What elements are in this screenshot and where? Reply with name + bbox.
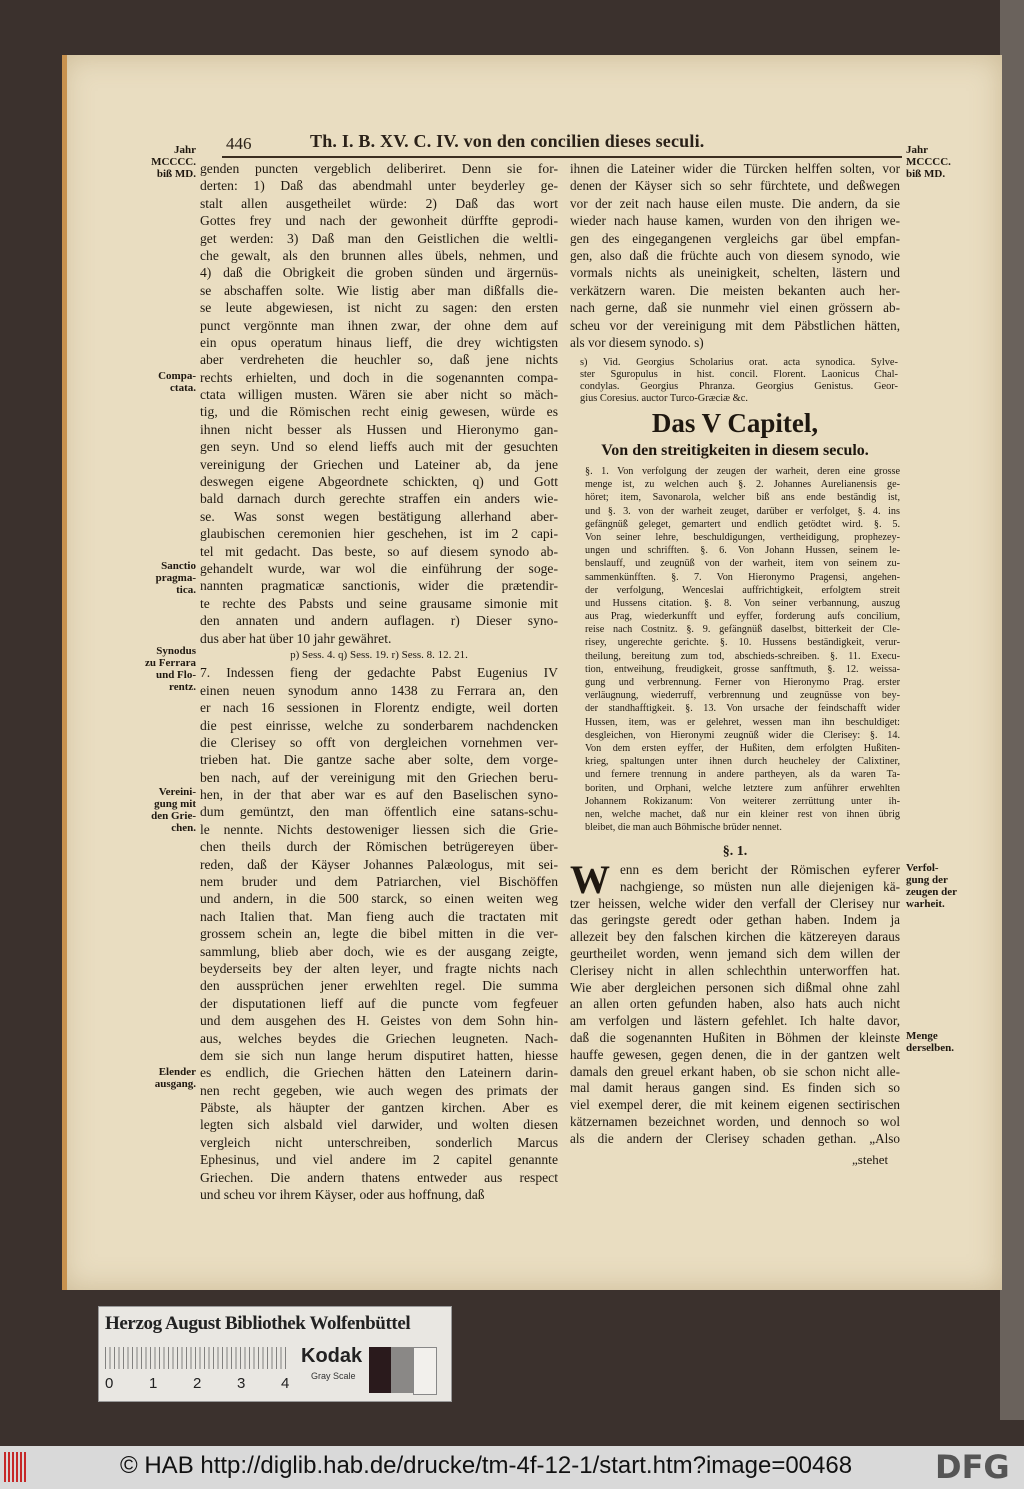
swatch-white: [413, 1347, 437, 1395]
text-line: ein opus operatum hinaus lieff, die drey wichtigsten: [200, 334, 558, 350]
section-mark: §. 1.: [722, 844, 748, 859]
text-line: boriten, und Orphani, welche letztere zum anführer erwehlten: [585, 782, 900, 794]
page-edge: [62, 55, 67, 1290]
text-line: und andern, in die 500 starck, so einen weiten weg: [200, 891, 558, 907]
copyright-link[interactable]: © HAB http://diglib.hab.de/drucke/tm-4f-12-1/start.htm?image=00468: [120, 1452, 853, 1479]
text-line: die pest einrisse, welche zu sonderbarem nachdencken: [200, 717, 558, 733]
text-line: Von seiner lehre, beschuldigungen, vertheidigung, prophezey-: [585, 531, 900, 543]
margin-note-line: Verfol-: [906, 862, 939, 874]
margin-note-line: Sanctio: [161, 560, 196, 572]
margin-note-line: gung mit: [154, 798, 196, 810]
text-line: nachgienge, so müsten nun alle diejenigen kä-: [620, 878, 900, 894]
dfg-logo: DFG: [935, 1448, 1010, 1486]
drop-cap: W: [570, 857, 610, 902]
text-line: hen, in der that aber war es auf den Baselischen syno-: [200, 787, 558, 803]
text-line: theilung, bereitung zum tod, abschieds-schreiben. §. 11. Execu-: [585, 650, 900, 662]
chapter-subtitle: Von den streitigkeiten in diesem seculo.: [601, 442, 869, 459]
margin-note-line: Vereini-: [158, 786, 196, 798]
footer-bar: [0, 1446, 1024, 1489]
text-line: und Hussens citation. §. 8. Von seiner verbannung, auszug: [585, 597, 900, 609]
text-line: Johannem Rokizanum: Von weiterer zerrüttung unter ih-: [585, 795, 900, 807]
text-line: höret; item, Savonarola, welcher biß ans ende beständig ist,: [585, 492, 900, 504]
text-line: legten sich alsbald viel darwider, und wolten diesen: [200, 1117, 558, 1133]
text-line: der verfolgung, Wenceslai auffrichtigkeit, erfolgtem streit: [585, 584, 900, 596]
margin-note-line: chen.: [171, 822, 196, 834]
text-line: gen seyn. Und so elend lieffs auch mit der gesuchten: [200, 439, 558, 455]
text-line: der standhafftigkeit. §. 13. Von ursache der feindschafft wider: [585, 703, 900, 715]
text-line: te rechte des Pabsts und seine grausame simonie mit: [200, 595, 558, 611]
ruler-number: 0: [105, 1375, 114, 1392]
margin-note-line: ausgang.: [154, 1078, 196, 1090]
text-line: Gottes frey und nach der gewonheit dürffte geprodi-: [200, 213, 558, 229]
text-line: sammlung, blieb aber doch, wie es der ausgang zeigte,: [200, 943, 558, 959]
text-line: verläugnung, wiederruff, verbrennung und zeugnüsse von bey-: [585, 690, 900, 702]
text-line: kätzernamen bezeichnet worden, und dennoch so wol: [570, 1113, 900, 1129]
text-line: genden puncten vergeblich deliberiret. Denn sie for-: [200, 161, 558, 176]
page-number: 446: [226, 134, 252, 153]
text-line: und scheu vor ihrem Käyser, oder aus hoffnung, daß: [200, 1187, 485, 1203]
text-line: die Clerisey so offt von dergleichen vornehmen ver-: [200, 734, 558, 750]
ruler-number: 1: [149, 1375, 158, 1392]
text-line: gen des eingegangenen vergleichs gar übel empfan-: [570, 230, 900, 246]
text-line: einen neuen synodum anno 1438 zu Ferrara an, den: [200, 682, 558, 698]
margin-note-line: MCCCC.: [151, 156, 196, 168]
ruler-ticks: [105, 1347, 287, 1369]
margin-note-line: derselben.: [906, 1042, 954, 1054]
text-line: risey, ungerechte gerichte. §. 10. Hussens beständigkeit, verur-: [585, 637, 900, 649]
library-label: Herzog August Bibliothek Wolfenbüttel: [105, 1313, 411, 1334]
text-line: vereinigung der Griechen und Lateiner ab, da jene: [200, 456, 558, 472]
margin-note-line: zeugen der: [906, 886, 958, 898]
margin-note-line: und Flo-: [155, 669, 196, 681]
margin-note: [145, 645, 196, 693]
text-line: Hussen, item, was er gelehret, wessen man ihn beschuldiget:: [585, 716, 900, 728]
color-target-card: [98, 1306, 452, 1402]
margin-note-line: rentz.: [169, 681, 196, 693]
text-line: glaubischen ceremonien hier geschehen, ist im 2 capi-: [200, 526, 558, 542]
text-line: tzer heissen, welche wider den verfall der Clerisey nur: [570, 895, 900, 911]
text-line: trieben hat. Die gantze sache aber solte, dem vorge-: [200, 752, 558, 768]
text-line: nen, welche machet, daß nur ein kleiner rest von ihnen übrig: [585, 808, 900, 820]
ruler-number: 2: [193, 1375, 202, 1392]
text-line: er nach 16 sessionen in Florentz endigte, weil dorten: [200, 700, 558, 716]
text-line: nen recht gegeben, wie auch wegen des primats der: [200, 1082, 558, 1098]
text-line: gefängnüß geleget, gemartert und endlich getödtet wird. §. 5.: [585, 518, 900, 530]
text-line: den aussprüchen jener erwehlten regel. Die summa: [200, 978, 558, 994]
left-column: [200, 160, 558, 1203]
text-line: deswegen eigene Abgeordnete schickten, q) und Gott: [200, 474, 558, 490]
ruler-number: 3: [237, 1375, 246, 1392]
margin-note: [151, 786, 196, 834]
text-line: der disputationen lieff auf die puncte vom fegfeuer: [200, 995, 558, 1011]
text-line: 4) daß die Obrigkeit die groben sünden und ärgernüs-: [200, 265, 558, 281]
text-line: und dem ausgehen des H. Geistes von dem Sohn hin-: [200, 1013, 558, 1029]
margin-note: [906, 862, 957, 910]
text-line: gius Coresius. auctor Turco-Græciæ &c.: [580, 393, 748, 404]
text-line: allezeit bey den falschen kirchen die kätzereyen daraus: [570, 929, 900, 945]
kodak-brand: Kodak: [301, 1345, 363, 1367]
text-line: get werden: 3) Daß man den Geistlichen die weltli-: [200, 230, 558, 246]
margin-note-line: Menge: [906, 1030, 938, 1042]
text-line: wieder nach hause kamen, wurden von den ihrigen we-: [570, 213, 900, 229]
text-line: am verfolgen und lästern gefehlet. Ich halte davor,: [570, 1013, 900, 1029]
text-line: menge ist, zu welchen auch §. 2. Johannes Aurelianensis ge-: [585, 479, 900, 491]
text-line: tig, und die Römischen recht einig gewesen, würde es: [200, 404, 558, 420]
text-line: stalt allen ausgetheilet würde: 2) Daß das wort: [200, 195, 558, 211]
margin-note-line: Jahr: [174, 144, 196, 156]
text-line: Von dem ersten eyffer, der Hußiten, dem erfolgten Hußiten-: [585, 742, 900, 754]
text-line: daß die sogenannten Hußiten in Böhmen der kleinste: [570, 1029, 900, 1045]
margin-note-line: ctata.: [170, 382, 196, 394]
text-line: 7. Indessen fieng der gedachte Pabst Eugenius IV: [200, 665, 558, 681]
catchword: „stehet: [852, 1152, 889, 1167]
text-line: aus, welches beydes die Griechen leugneten. Nach-: [200, 1030, 558, 1046]
text-line: Clerisey nicht in allen schlechthin unterworffen hat.: [570, 962, 900, 978]
text-line: vor der zeit nach hause eilen muste. Die andern, da sie: [570, 195, 900, 211]
text-line: §. 1. Von verfolgung der zeugen der warheit, deren eine grosse: [585, 466, 900, 477]
text-line: reden, daß der Käyser Johannes Palæologus, mit sei-: [200, 856, 558, 872]
text-line: Päbste, als häupter der gantzen kirchen. Aber es: [200, 1100, 558, 1116]
text-line: aus Prag, wiederkunfft und eyffer, forderung aufs concilium,: [585, 611, 900, 623]
text-line: viel exempel derer, die mit keinem eigenen sectirischen: [570, 1097, 900, 1113]
text-line: nem bruder und dem Patriarchen, viel Bischöffen: [200, 874, 558, 890]
text-line: le nennte. Nichts destoweniger liessen sich die Grie-: [200, 821, 558, 837]
margin-note-line: Compa-: [158, 370, 196, 382]
scale-ruler: [105, 1347, 290, 1392]
margin-note-line: den Grie-: [151, 810, 196, 822]
text-line: ben nach, auf der vereinigung mit den Griechen beru-: [200, 769, 558, 785]
running-title: Th. I. B. XV. C. IV. von den concilien dieses seculi.: [310, 131, 705, 151]
text-line: desgleichen, von Hieronymi zeugnüß wider die Clerisey: §. 14.: [585, 729, 900, 741]
background-edge: [1000, 0, 1024, 1420]
text-line: gen, also daß die früchte auch von diesem synodo, wie: [570, 247, 900, 263]
text-line: das geringste geredt oder gethan haben. Indem ja: [570, 912, 900, 928]
text-line: tel mit gedacht. Das beste, so auf diesem synodo ab-: [200, 543, 558, 559]
text-line: den annaten und andern auflagen. r) Dieser syno-: [200, 613, 558, 629]
text-line: Griechen. Die andern thatens entweder aus respect: [200, 1169, 558, 1185]
text-line: se. Was sonst wegen bestätigung allerhand aber-: [200, 508, 558, 524]
margin-note-line: gung der: [906, 874, 948, 886]
text-line: reise nach Costnitz. §. 9. gefängnüß daselbst, bitterkeit der Cle-: [585, 624, 900, 636]
text-line: dus aber hat über 10 jahr gewähret.: [200, 630, 392, 646]
text-line: gehandelt wurde, war wol die einführung der soge-: [200, 560, 558, 576]
text-line: als vor diesem synodo. s): [570, 334, 704, 350]
text-line: dem sie sich nun lange herum disputiret hatten, hiesse: [200, 1047, 558, 1063]
text-line: gung und verbrennung. Ferner von Hieronymo Prag. erster: [585, 677, 900, 688]
text-line: bald darnach durch gerechte straffen ein anders wie-: [200, 491, 558, 507]
text-line: che gewalt, als den brunnen alles übels, nehmen, und: [200, 247, 558, 263]
margin-note: [158, 370, 196, 394]
text-line: an allen orten gefunden haben, also hats auch nicht: [570, 996, 900, 1012]
text-line: als die andern der Clerisey schaden gethan. „Also: [570, 1130, 900, 1146]
text-line: tion, entweihung, freudigkeit, grosse sanfftmuth, §. 12. weissa-: [585, 663, 900, 675]
right-footnote: [580, 357, 898, 405]
text-line: damals den greuel erkant haben, ob sie schon nicht alle-: [570, 1063, 900, 1079]
text-line: enn es dem bericht der Römischen eyferer: [620, 862, 900, 877]
text-line: chen theils durch der Römischen betrügereyen über-: [200, 839, 558, 855]
text-line: Ephesinus, und viel andere im 2 capitel genannte: [200, 1152, 558, 1168]
text-line: scheu vor der vereinigung mit dem Päbstlichen hätten,: [570, 317, 900, 333]
text-line: derten: 1) Daß das abendmahl unter beyderley ge-: [200, 178, 558, 194]
chapter-summary: [585, 465, 900, 834]
text-line: und §. 3. von der warheit zeuget, darüber er verfolget, §. 4. ins: [585, 505, 900, 517]
margin-note: [906, 1030, 954, 1054]
gray-scale-label: Gray Scale: [311, 1371, 356, 1381]
text-line: nach Italien that. Man fieng auch die tractaten mit: [200, 908, 558, 924]
text-line: beyderseits bey der alten leyer, und fragte nichts nach: [200, 960, 558, 976]
text-line: condylas. Georgius Phranza. Georgius Genistus. Geor-: [580, 381, 898, 392]
text-line: se leute abgewiesen, ist nicht zu sagen: den ersten: [200, 300, 558, 316]
margin-note: [156, 560, 196, 596]
text-line: grossem schein an, legte die bibel mitten in die ver-: [200, 926, 558, 942]
section-body: [570, 857, 900, 1148]
text-line: Wie aber dergleichen personen sich dißmal ohne zahl: [570, 979, 900, 995]
text-line: se abschaffen solte. Wie listig aber man dißfalls die-: [200, 282, 558, 298]
text-line: krieg, spaltungen unter ihnen durch heucheley der Calixtiner,: [585, 756, 900, 768]
text-line: nannten pragmaticæ sanctionis, wider die prætendir-: [200, 578, 558, 594]
text-line: benslauff, und zeugnüß von der warheit, item von seinem zu-: [585, 558, 900, 570]
text-line: vormals nichts als uneinigkeit, schelten, lästern und: [570, 265, 900, 281]
text-line: hauffe gewesen, gegen denen, die in der gantzen welt: [570, 1046, 900, 1062]
swatch-black: [369, 1347, 391, 1393]
header-rule: [222, 156, 902, 158]
right-column-top: [570, 160, 900, 351]
text-line: ctata willigen musten. Wären sie aber nicht so mäch-: [200, 387, 558, 403]
ruler-number: 4: [281, 1375, 290, 1392]
text-line: dum gemüntzt, den man öffentlich eine satans-schu-: [200, 804, 558, 820]
text-line: punct vergönnte man ihnen zwar, der ohne dem auf: [200, 317, 558, 333]
text-line: s) Vid. Georgius Scholarius orat. acta synodica. Sylve-: [580, 357, 898, 368]
margin-note-line: biß MD.: [906, 168, 946, 180]
margin-note-line: pragma-: [155, 572, 196, 584]
margin-note-line: Jahr: [906, 144, 928, 156]
text-line: aber verdreheten die heuchler so, daß jene nichts: [200, 352, 558, 368]
text-line: rechts erhielten, und doch in die sogenannten compa-: [200, 369, 558, 385]
margin-note-line: warheit.: [906, 898, 945, 910]
margin-note-line: zu Ferrara: [145, 657, 196, 669]
margin-note: [155, 1066, 196, 1090]
chapter-title: Das V Capitel,: [651, 408, 819, 438]
margin-note: [151, 144, 196, 180]
margin-note-line: Synodus: [156, 645, 196, 657]
text-line: nach gerne, daß sie nunmehr viel einen grössern ab-: [570, 300, 900, 316]
text-line: ihnen nicht besser als Hussen und Hieronymo gan-: [200, 421, 558, 437]
footnote: p) Sess. 4. q) Sess. 19. r) Sess. 8. 12. 21.: [290, 648, 468, 661]
margin-note-line: MCCCC.: [906, 156, 951, 168]
text-line: denen der Käyser sich so sehr fürchtete, und deßwegen: [570, 178, 900, 194]
text-line: bleibet, die man auch Böhmische brüder nennet.: [585, 822, 782, 834]
margin-note: [906, 144, 951, 180]
text-line: sammenkünfften. §. 7. Von Hieronymo Pragensi, angehen-: [585, 571, 900, 583]
text-line: ihnen die Lateiner wider die Türcken helffen solten, vor: [570, 161, 900, 176]
margin-note-line: tica.: [176, 584, 196, 596]
text-line: mal damit heraus gangen sind. Es finden sich so: [570, 1080, 900, 1096]
margin-note-line: biß MD.: [156, 168, 196, 180]
hab-logo-icon: [4, 1452, 26, 1482]
text-line: geurtheilet worden, wenn jemand sich dem willen der: [570, 945, 900, 961]
margin-note-line: Elender: [158, 1066, 196, 1078]
text-line: verkätzern waren. Die meisten bekanten auch her-: [570, 282, 900, 298]
text-line: vergleich nicht unterschreiben, sonderlich Marcus: [200, 1134, 558, 1150]
swatch-gray: [391, 1347, 413, 1393]
text-line: und fernere trennung in andere partheyen, als da waren Ta-: [585, 769, 900, 781]
text-line: ster Sguropulus in hist. concil. Florent. Laonicus Chal-: [580, 369, 898, 380]
text-line: ungen und schrifften. §. 6. Von Johann Hussen, seinem le-: [585, 545, 900, 557]
text-line: es endlich, die Griechen hätten den Lateinern darin-: [200, 1065, 558, 1081]
